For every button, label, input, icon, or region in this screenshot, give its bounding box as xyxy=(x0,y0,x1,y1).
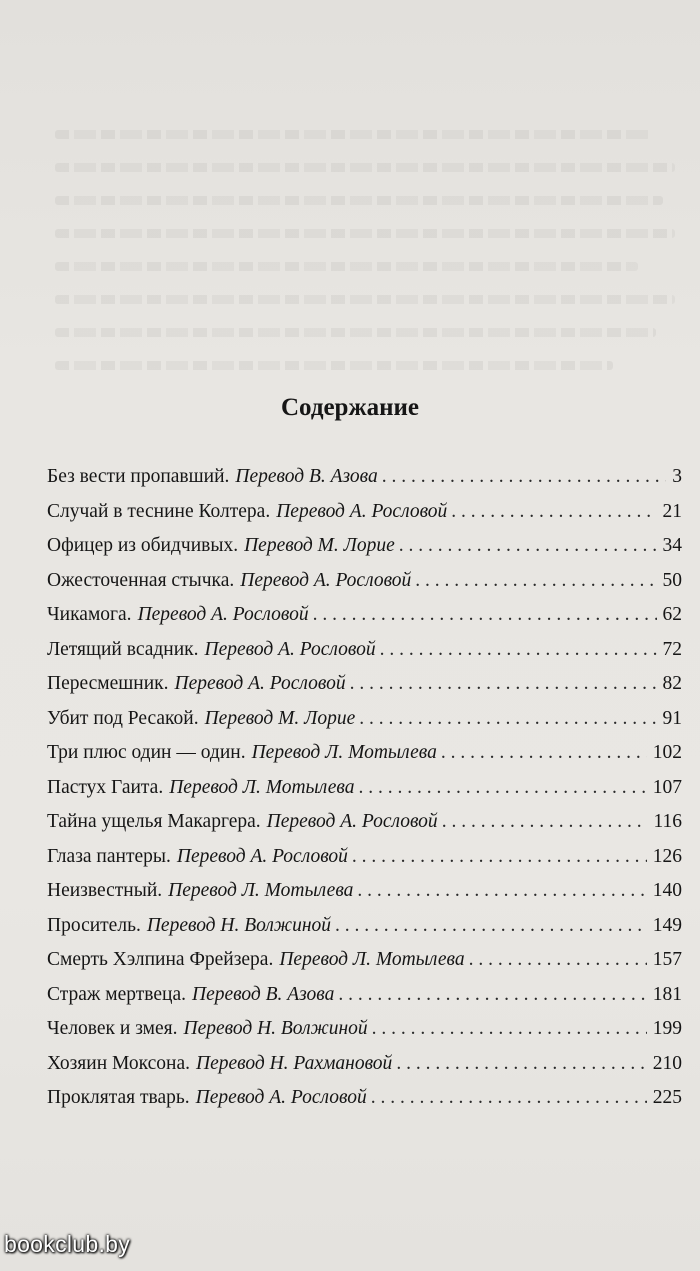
page-number: 3 xyxy=(672,466,682,487)
dot-leader xyxy=(399,531,657,561)
translator-credit: Перевод А. Рословой xyxy=(176,845,348,867)
story-title: Смерть Хэлпина Фрейзера. xyxy=(47,949,274,970)
show-through-text xyxy=(55,130,675,430)
translator-credit: Перевод Л. Мотылева xyxy=(169,776,355,798)
translator-credit: Перевод А. Рословой xyxy=(195,1087,367,1108)
dot-leader xyxy=(380,635,657,665)
toc-entry xyxy=(47,1049,682,1084)
toc-entry xyxy=(47,842,682,877)
toc-entry xyxy=(47,1083,682,1118)
translator-credit: Перевод А. Рословой xyxy=(276,500,448,522)
page-number: 102 xyxy=(652,742,682,763)
story-title: Страж мертвеца. xyxy=(47,983,186,1005)
toc-entry xyxy=(47,980,682,1015)
translator-credit: Перевод А. Рословой xyxy=(137,604,309,625)
story-title: Проклятая тварь. xyxy=(47,1087,190,1108)
translator-credit: Перевод М. Лорие xyxy=(244,535,395,556)
toc-entry xyxy=(47,1014,682,1049)
story-title: Летящий всадник. xyxy=(47,638,199,660)
story-title: Ожесточенная стычка. xyxy=(47,569,235,591)
story-title: Проситель. xyxy=(47,914,141,936)
translator-credit: Перевод А. Рословой xyxy=(174,673,346,694)
toc-entry xyxy=(47,462,682,497)
dot-leader xyxy=(338,980,646,1010)
page-number: 199 xyxy=(652,1018,682,1039)
toc-entry xyxy=(47,704,682,739)
toc-entry xyxy=(47,497,682,532)
toc-entry xyxy=(47,635,682,670)
dot-leader xyxy=(359,704,656,734)
translator-credit: Перевод А. Рословой xyxy=(240,569,412,591)
dot-leader xyxy=(335,911,647,941)
translator-credit: Перевод Н. Волжиной xyxy=(183,1018,368,1039)
translator-credit: Перевод Л. Мотылева xyxy=(168,880,354,901)
story-title: Пастух Гаита. xyxy=(47,776,164,798)
translator-credit: Перевод М. Лорие xyxy=(204,707,356,729)
toc-entry xyxy=(47,773,682,808)
page-number: 34 xyxy=(662,535,682,556)
story-title: Неизвестный. xyxy=(47,880,163,901)
translator-credit: Перевод А. Рословой xyxy=(204,638,376,660)
page-number: 107 xyxy=(652,776,682,798)
translator-credit: Перевод В. Азова xyxy=(235,466,378,487)
page-number: 157 xyxy=(652,949,682,970)
dot-leader xyxy=(451,497,656,527)
toc-entry xyxy=(47,911,682,946)
table-of-contents xyxy=(47,462,682,1118)
page-number: 62 xyxy=(662,604,682,625)
page-number: 181 xyxy=(652,983,682,1005)
toc-entry xyxy=(47,566,682,601)
story-title: Тайна ущелья Макаргера. xyxy=(47,811,261,832)
page-number: 149 xyxy=(652,914,682,936)
translator-credit: Перевод А. Рословой xyxy=(266,811,438,832)
toc-entry xyxy=(47,945,682,980)
story-title: Чикамога. xyxy=(47,604,132,625)
story-title: Глаза пантеры. xyxy=(47,845,171,867)
dot-leader xyxy=(371,1083,647,1113)
toc-entry xyxy=(47,531,682,566)
toc-entry xyxy=(47,876,682,911)
dot-leader xyxy=(372,1014,647,1044)
page-number: 225 xyxy=(652,1087,682,1108)
page-number: 50 xyxy=(662,569,682,591)
translator-credit: Перевод В. Азова xyxy=(192,983,335,1005)
story-title: Без вести пропавший. xyxy=(47,466,230,487)
story-title: Случай в теснине Колтера. xyxy=(47,500,271,522)
contents-heading: Содержание xyxy=(280,394,419,421)
dot-leader xyxy=(396,1049,646,1079)
page-number: 91 xyxy=(662,707,682,729)
dot-leader xyxy=(442,807,648,837)
toc-entry xyxy=(47,738,682,773)
page-number: 140 xyxy=(652,880,682,901)
dot-leader xyxy=(441,738,647,768)
dot-leader xyxy=(358,773,646,803)
translator-credit: Перевод Н. Волжиной xyxy=(146,914,331,936)
story-title: Убит под Ресакой. xyxy=(47,707,199,729)
toc-entry xyxy=(47,600,682,635)
translator-credit: Перевод Л. Мотылева xyxy=(279,949,465,970)
dot-leader xyxy=(350,669,657,699)
story-title: Человек и змея. xyxy=(47,1018,178,1039)
page-number: 116 xyxy=(653,811,682,832)
translator-credit: Перевод Л. Мотылева xyxy=(251,742,437,763)
dot-leader xyxy=(382,462,667,492)
page-number: 126 xyxy=(652,845,682,867)
story-title: Хозяин Моксона. xyxy=(47,1052,190,1074)
page-number: 21 xyxy=(662,500,682,522)
dot-leader xyxy=(357,876,646,906)
site-watermark: bookclub.by xyxy=(4,1231,131,1257)
page-number: 210 xyxy=(652,1052,682,1074)
dot-leader xyxy=(415,566,656,596)
toc-entry xyxy=(47,669,682,704)
translator-credit: Перевод Н. Рахмановой xyxy=(195,1052,393,1074)
page-number: 82 xyxy=(662,673,682,694)
story-title: Пересмешник. xyxy=(47,673,169,694)
dot-leader xyxy=(313,600,657,630)
story-title: Три плюс один — один. xyxy=(47,742,246,763)
dot-leader xyxy=(352,842,647,872)
dot-leader xyxy=(469,945,647,975)
toc-entry xyxy=(47,807,682,842)
story-title: Офицер из обидчивых. xyxy=(47,535,239,556)
page-number: 72 xyxy=(662,638,682,660)
